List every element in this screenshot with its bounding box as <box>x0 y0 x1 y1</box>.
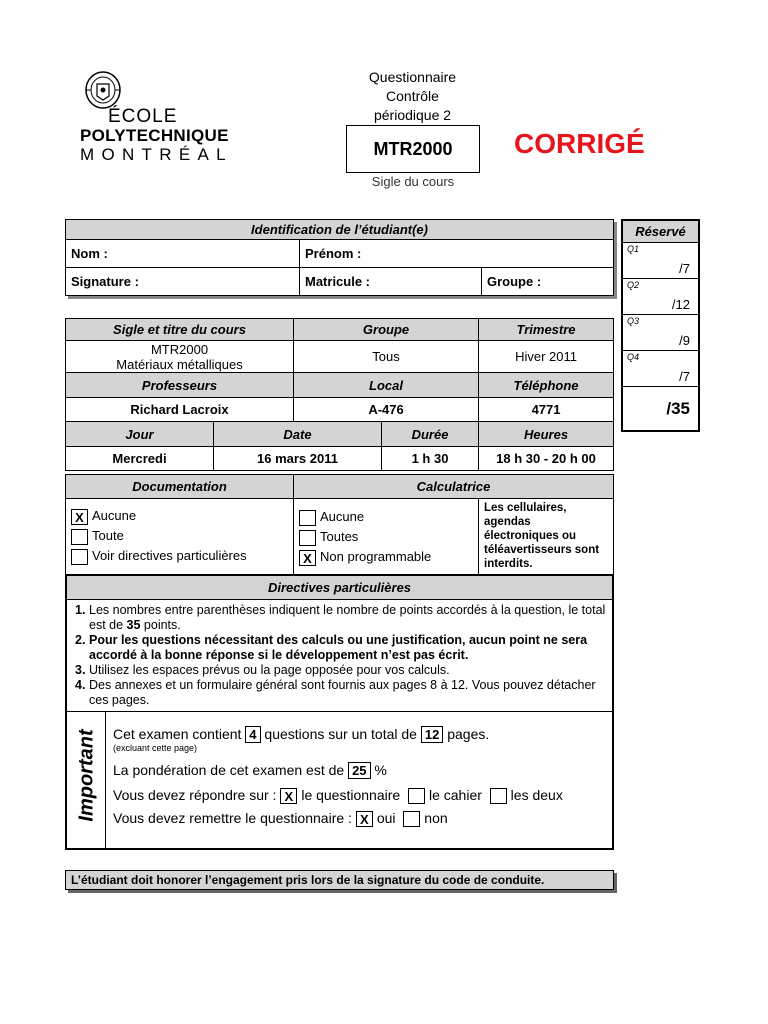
course-info-table <box>65 318 614 471</box>
option-label: Aucune <box>320 509 365 524</box>
course-sigle-titre <box>66 341 294 373</box>
directive-number: 1. <box>75 603 86 617</box>
directive-bold: 35 <box>126 618 141 632</box>
checkbox[interactable] <box>299 530 316 546</box>
directive-item <box>67 633 612 663</box>
nom-field[interactable]: Nom : <box>66 240 300 268</box>
directives-list <box>67 600 612 712</box>
header-professeurs: Professeurs <box>66 373 294 398</box>
option-label: Toutes <box>320 529 359 544</box>
reserve-q3 <box>623 315 698 351</box>
exam-title <box>340 68 485 125</box>
directive-text: points. <box>140 618 181 632</box>
important-line-remettre <box>113 810 448 827</box>
directive-text: Des annexes et un formulaire général sont fournis aux pages 8 à 12. Vous pouvez détacher ces pages. <box>89 678 596 707</box>
directive-item <box>67 663 612 678</box>
doc-option-aucune[interactable] <box>71 506 288 526</box>
header-date: Date <box>214 422 382 447</box>
checkbox[interactable] <box>71 529 88 545</box>
text: questions sur un total de <box>264 726 417 742</box>
important-note: (excluant cette page) <box>113 743 198 753</box>
reserve-q2 <box>623 279 698 315</box>
option-label: non <box>424 810 448 826</box>
exam-date: 16 mars 2011 <box>214 447 382 471</box>
course-prof: Richard Lacroix <box>66 398 294 422</box>
directive-text: Les nombres entre parenthèses indiquent le nombre de points accordés à la question, le total est de <box>89 603 606 632</box>
course-code-label: Sigle du cours <box>371 174 455 189</box>
crest-icon <box>82 70 124 110</box>
course-titre: Matériaux métalliques <box>116 356 243 372</box>
question-count: 4 <box>245 726 260 743</box>
checkbox-non[interactable] <box>403 811 420 827</box>
exam-title-line: Questionnaire <box>368 69 457 85</box>
text: Cet examen contient <box>113 726 242 742</box>
directive-text: Utilisez les espaces prévus ou la page opposée pour vos calculs. <box>89 663 450 677</box>
header-heures: Heures <box>479 422 614 447</box>
calc-option-non-programmable[interactable] <box>299 547 473 567</box>
option-label: Toute <box>92 528 124 543</box>
text: Vous devez remettre le questionnaire : <box>113 810 352 826</box>
option-label: Non programmable <box>320 549 432 564</box>
groupe-field[interactable]: Groupe : <box>482 268 614 296</box>
doc-option-toute[interactable] <box>71 526 288 546</box>
logo-line-montreal: MONTRÉAL <box>80 145 233 164</box>
important-label-box <box>68 712 106 850</box>
calc-option-toutes[interactable] <box>299 527 473 547</box>
header-groupe: Groupe <box>294 319 479 341</box>
logo-line-polytechnique: POLYTECHNIQUE <box>80 126 229 145</box>
course-sigle: MTR2000 <box>150 341 209 357</box>
calculatrice-options <box>294 499 479 575</box>
exam-title-line: périodique 2 <box>373 107 452 123</box>
text: % <box>374 762 387 778</box>
reserve-total: /35 <box>666 398 690 418</box>
directive-item <box>67 603 612 633</box>
header-sigle: Sigle et titre du cours <box>66 319 294 341</box>
q-score: /9 <box>679 333 690 348</box>
header-trimestre: Trimestre <box>479 319 614 341</box>
matricule-field[interactable]: Matricule : <box>300 268 482 296</box>
checkbox[interactable]: X <box>71 509 88 525</box>
text: pages. <box>447 726 490 742</box>
exam-duree: 1 h 30 <box>382 447 479 471</box>
doc-option-directives[interactable] <box>71 546 288 566</box>
identification-table <box>65 219 614 296</box>
option-label: oui <box>376 810 396 826</box>
header-calculatrice: Calculatrice <box>294 475 614 499</box>
header-jour: Jour <box>66 422 214 447</box>
exam-jour: Mercredi <box>66 447 214 471</box>
header-telephone: Téléphone <box>479 373 614 398</box>
reserve-box <box>621 219 700 432</box>
directive-item <box>67 678 612 708</box>
course-tel: 4771 <box>479 398 614 422</box>
exam-heures: 18 h 30 - 20 h 00 <box>479 447 614 471</box>
important-line-questions <box>113 726 489 743</box>
q-score: /12 <box>671 297 690 312</box>
calculatrice-note: Les cellulaires, agendas électroniques ou téléavertisseurs sont interdits. <box>479 499 614 575</box>
school-logo <box>76 70 256 165</box>
prenom-field[interactable]: Prénom : <box>300 240 614 268</box>
course-groupe: Tous <box>294 341 479 373</box>
calc-option-aucune[interactable] <box>299 507 473 527</box>
weight-value: 25 <box>348 762 370 779</box>
documentation-options <box>66 499 294 575</box>
important-line-repondre <box>113 787 563 804</box>
course-code-box: MTR2000 <box>346 125 480 173</box>
option-label: le questionnaire <box>301 787 401 803</box>
q-score: /7 <box>679 369 690 384</box>
course-local: A-476 <box>294 398 479 422</box>
important-label: Important <box>75 729 98 822</box>
important-line-ponderation <box>113 762 387 779</box>
identification-title: Identification de l’étudiant(e) <box>66 220 614 240</box>
honor-code-banner: L’étudiant doit honorer l’engagement pris lors de la signature du code de conduite. <box>65 870 614 890</box>
option-label: les deux <box>510 787 563 803</box>
text: Vous devez répondre sur : <box>113 787 277 803</box>
course-trimestre: Hiver 2011 <box>479 341 614 373</box>
materials-table <box>65 474 614 575</box>
exam-title-line: Contrôle <box>386 88 439 104</box>
reserve-q4 <box>623 351 698 387</box>
directives-section <box>65 574 614 850</box>
q-label: Q3 <box>627 316 640 326</box>
header-duree: Durée <box>382 422 479 447</box>
q-label: Q1 <box>627 244 640 254</box>
option-label: Aucune <box>92 508 137 523</box>
header-local: Local <box>294 373 479 398</box>
directive-number: 3. <box>75 663 86 677</box>
directive-number: 2. <box>75 633 86 647</box>
text: La pondération de cet examen est de <box>113 762 345 778</box>
checkbox[interactable]: X <box>299 550 316 566</box>
page-count: 12 <box>421 726 443 743</box>
checkbox[interactable] <box>299 510 316 526</box>
header-documentation: Documentation <box>66 475 294 499</box>
q-score: /7 <box>679 261 690 276</box>
reserve-title: Réservé <box>623 221 698 243</box>
q-label: Q2 <box>627 280 640 290</box>
directives-title: Directives particulières <box>67 576 612 600</box>
directive-bold: Pour les questions nécessitant des calculs ou une justification, aucun point ne sera accordé à la bonne réponse si le développement n’est pas écrit. <box>89 633 588 662</box>
checkbox-cahier[interactable] <box>408 788 425 804</box>
checkbox-questionnaire[interactable]: X <box>280 788 297 804</box>
checkbox-les-deux[interactable] <box>490 788 507 804</box>
reserve-q1 <box>623 243 698 279</box>
option-label: Voir directives particulières <box>92 548 247 563</box>
q-label: Q4 <box>627 352 640 362</box>
signature-field[interactable]: Signature : <box>66 268 300 296</box>
option-label: le cahier <box>428 787 482 803</box>
directive-number: 4. <box>75 678 86 692</box>
logo-line-ecole: ÉCOLE <box>108 106 178 127</box>
corrige-stamp: CORRIGÉ <box>514 128 645 159</box>
checkbox[interactable] <box>71 549 88 565</box>
checkbox-oui[interactable]: X <box>356 811 373 827</box>
